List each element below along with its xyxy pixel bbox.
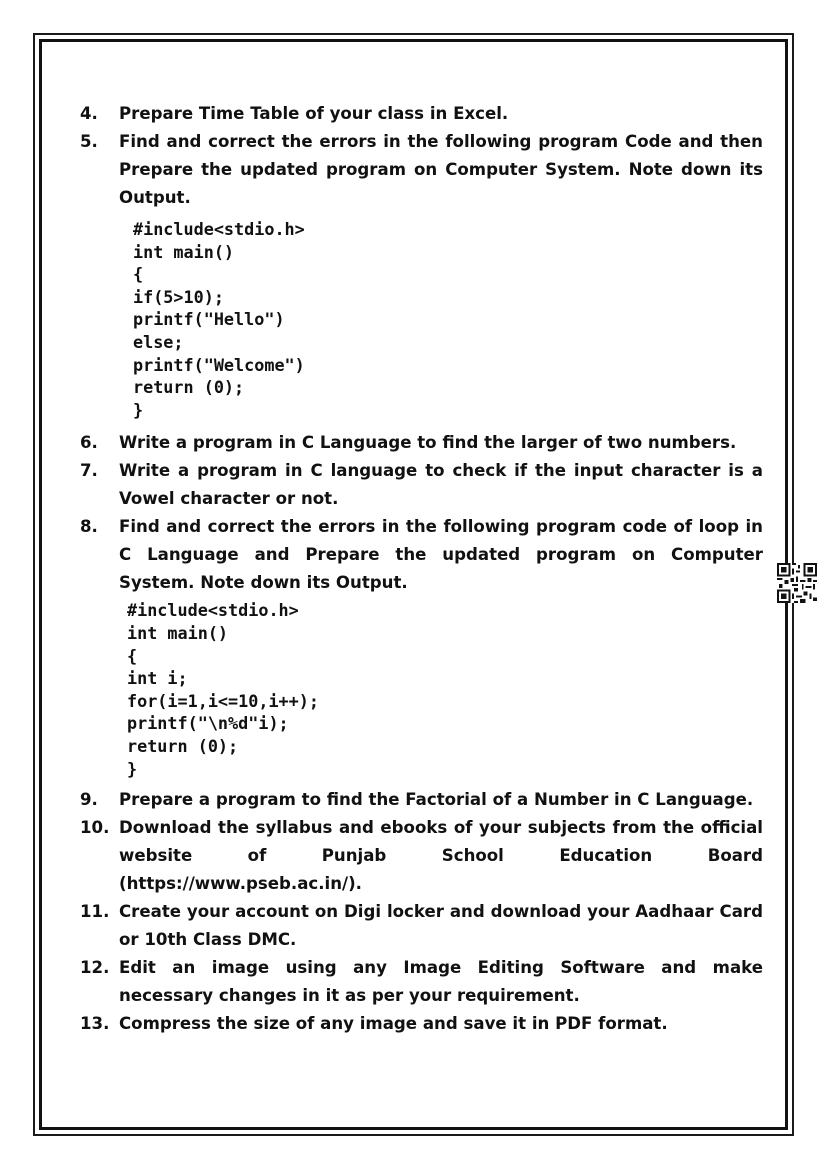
code-block-2 [127,599,763,780]
code-line: printf("Welcome") [133,354,305,375]
item-number: 5. [80,132,98,151]
item-number: 4. [80,104,98,123]
code-line: return (0); [127,735,239,756]
code-line: else; [133,331,184,352]
item-text: Compress the size of any image and save it in PDF format. [119,1014,668,1034]
list-item [80,786,763,814]
item-number: 7. [80,461,98,481]
item-number: 10. [80,818,110,838]
exercise-list [80,100,763,1038]
code-line: int main() [133,241,235,262]
list-item [80,814,763,898]
code-line: int i; [127,668,188,689]
code-line: { [133,264,144,285]
code-line: #include<stdio.h> [133,219,305,239]
item-text: Find and correct the errors in the following program code of loop in C Language and Prepare the updated program on Computer System. Note down its Output. [119,517,763,593]
code-line: { [127,645,138,666]
list-item [80,954,763,1010]
item-text: Prepare Time Table of your class in Excel. [119,104,509,123]
item-text: Write a program in C language to check if the input character is a Vowel character or not. [119,461,763,509]
list-item [80,898,763,954]
item-number: 11. [80,902,110,922]
item-number: 9. [80,790,98,810]
item-text: Find and correct the errors in the following program Code and then Prepare the updated program on Computer System. Note down its Output. [119,132,763,207]
item-number: 8. [80,517,98,537]
code-line: if(5>10); [133,286,224,307]
code-line: } [133,399,144,420]
code-line: int main() [127,622,229,643]
list-item [80,100,763,128]
list-item [80,513,763,597]
item-text: Prepare a program to find the Factorial of a Number in C Language. [119,790,754,810]
item-number: 12. [80,958,110,978]
item-text: Download the syllabus and ebooks of your subjects from the official website of Punjab School Education Board (https://www.pseb.ac.in/). [119,818,763,894]
code-line: return (0); [133,377,245,398]
item-text: Edit an image using any Image Editing Software and make necessary changes in it as per your requirement. [119,958,763,1006]
code-line: printf("Hello") [133,309,285,330]
item-number: 6. [80,433,98,453]
item-text: Write a program in C Language to find the larger of two numbers. [119,433,737,453]
code-block-1 [133,218,763,421]
item-text: Create your account on Digi locker and download your Aadhaar Card or 10th Class DMC. [119,902,763,950]
code-line: } [127,758,138,779]
list-item [80,457,763,513]
code-line: for(i=1,i<=10,i++); [127,690,319,711]
list-item [80,128,763,212]
list-item [80,429,763,457]
code-line: #include<stdio.h> [127,600,299,621]
code-line: printf("\n%d"i); [127,713,289,734]
qr-code-icon [777,563,817,603]
item-number: 13. [80,1014,110,1034]
list-item [80,1010,763,1038]
